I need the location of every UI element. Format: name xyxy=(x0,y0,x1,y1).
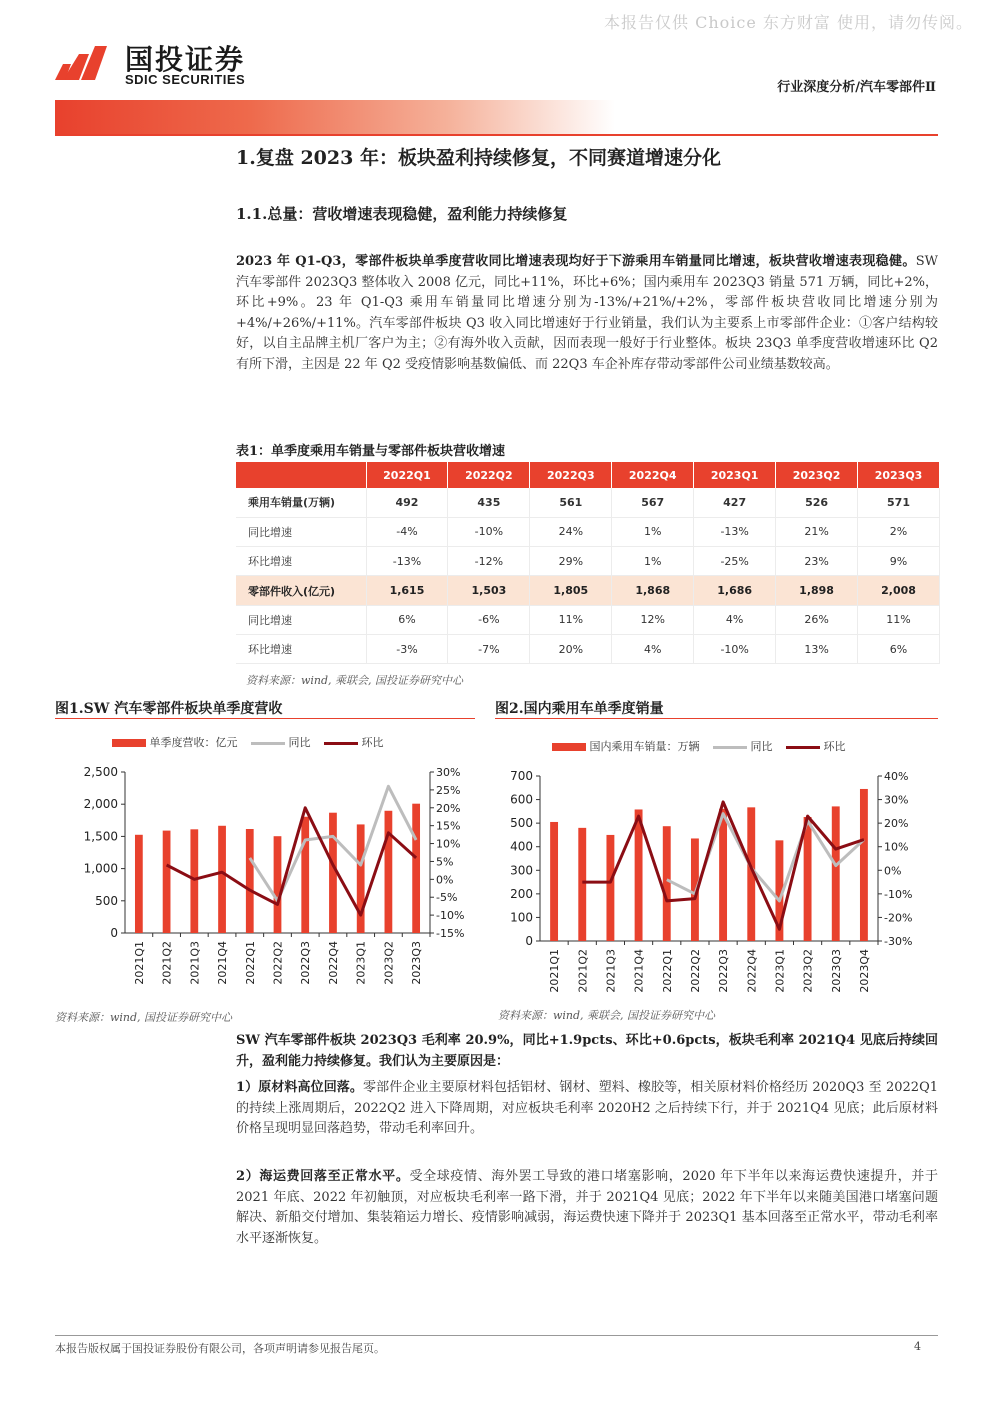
y-tick-label-right: -20% xyxy=(884,911,913,925)
page-number: 4 xyxy=(914,1340,921,1353)
sales-revenue-table xyxy=(236,462,940,664)
table-row xyxy=(236,634,940,663)
bar xyxy=(218,826,226,933)
figure-2-source: 资料来源：wind, 乘联会, 国投证券研究中心 xyxy=(498,1009,716,1022)
paragraph-4-body: 受全球疫情、海外罢工导致的港口堵塞影响，2020 年下半年以来海运费快速提升，并于 2021 年底、2022 年初触顶，对应板块毛利率一路下滑，并于 2021Q4 见底；2022 年下半年以来随美国港口堵塞问题解决、新船交付增加、集装箱运力增长、疫情影响减弱，海运费快速下降并于 2023Q1 基本回落至正常水平，带动毛利率水平逐渐恢复。 xyxy=(236,1169,939,1246)
table-row xyxy=(236,488,940,517)
table-header-cell: 2023Q3 xyxy=(858,462,940,488)
y-tick-label-left: 1,000 xyxy=(83,861,118,876)
figure-1-source: 资料来源：wind, 国投证券研究中心 xyxy=(55,1011,233,1024)
table-header-cell: 2023Q1 xyxy=(694,462,776,488)
figure-2-legend xyxy=(552,738,846,754)
y-tick-label-right: 15% xyxy=(436,819,461,833)
bar xyxy=(606,835,614,941)
table-cell: 492 xyxy=(366,488,448,517)
legend-bar-swatch xyxy=(552,743,586,751)
y-tick-label-left: 700 xyxy=(510,769,533,783)
table-cell: 1,686 xyxy=(694,576,776,605)
y-tick-label-right: -10% xyxy=(436,909,465,923)
y-tick-label-right: 30% xyxy=(436,766,461,779)
table-header-cell: 2022Q1 xyxy=(366,462,448,488)
paragraph-3 xyxy=(236,1078,938,1140)
sdic-logo-icon xyxy=(55,40,115,85)
footer-divider xyxy=(55,1335,938,1336)
legend-yoy-swatch xyxy=(251,742,285,745)
table-cell: 1,615 xyxy=(366,576,448,605)
figure-1-chart xyxy=(55,755,475,1005)
table-cell: 1,868 xyxy=(612,576,694,605)
table-cell: 435 xyxy=(448,488,530,517)
figure-2-rule xyxy=(495,718,938,719)
y-tick-label-left: 600 xyxy=(510,792,533,807)
bar xyxy=(385,811,393,933)
table-cell: 1% xyxy=(612,547,694,576)
x-tick-label: 2023Q1 xyxy=(773,949,787,993)
x-tick-label: 2021Q3 xyxy=(604,949,618,993)
table-row xyxy=(236,605,940,634)
y-tick-label-right: 30% xyxy=(884,793,909,807)
table-cell: -7% xyxy=(448,634,530,663)
table-row xyxy=(236,576,940,605)
table-cell: 1,805 xyxy=(530,576,612,605)
bar xyxy=(578,828,586,941)
x-tick-label: 2021Q3 xyxy=(188,941,202,985)
y-tick-label-left: 2,500 xyxy=(83,765,118,779)
y-tick-label-left: 0 xyxy=(110,926,118,940)
table-cell: 4% xyxy=(694,605,776,634)
legend-yoy-swatch xyxy=(713,746,747,749)
bar xyxy=(860,789,868,941)
table-cell: 21% xyxy=(776,517,858,546)
table-row xyxy=(236,517,940,546)
legend-label: 环比 xyxy=(361,736,384,749)
x-tick-label: 2022Q3 xyxy=(717,949,731,993)
table-cell: 1% xyxy=(612,517,694,546)
footer-disclaimer: 本报告版权属于国投证券股份有限公司，各项声明请参见报告尾页。 xyxy=(55,1342,385,1355)
x-tick-label: 2023Q2 xyxy=(801,949,815,993)
x-tick-label: 2023Q1 xyxy=(354,941,368,985)
x-tick-label: 2023Q4 xyxy=(857,949,871,993)
table-cell: 24% xyxy=(530,517,612,546)
table-cell: 427 xyxy=(694,488,776,517)
x-tick-label: 2022Q2 xyxy=(271,941,285,985)
y-tick-label-left: 500 xyxy=(95,893,118,908)
bar xyxy=(135,835,143,933)
bar xyxy=(412,804,420,933)
x-tick-label: 2022Q3 xyxy=(299,941,313,985)
paragraph-4-lead: 2）海运费回落至正常水平。 xyxy=(236,1169,410,1184)
bar xyxy=(550,822,558,941)
y-tick-label-left: 100 xyxy=(510,910,533,925)
bar xyxy=(190,829,198,933)
table-cell: -25% xyxy=(694,547,776,576)
bar xyxy=(719,809,727,941)
legend-label: 同比 xyxy=(288,736,311,749)
section-heading: 1.复盘 2023 年：板块盈利持续修复，不同赛道增速分化 xyxy=(236,147,721,169)
figure-2-title: 图2.国内乘用车单季度销量 xyxy=(495,701,664,717)
row-label: 环比增速 xyxy=(236,634,366,663)
qoq-line xyxy=(167,808,417,915)
bar xyxy=(357,824,365,933)
figure-1-title: 图1.SW 汽车零部件板块单季度营收 xyxy=(55,701,283,717)
watermark: 本报告仅供 Choice 东方财富 使用，请勿传阅。 xyxy=(604,13,973,32)
paragraph-3-lead: 1）原材料高位回落。 xyxy=(236,1080,363,1095)
paragraph-1-body: SW 汽车零部件 2023Q3 整体收入 2008 亿元，同比+11%，环比+6%；国内乘用车 2023Q3 销量 571 万辆，同比+2%，环比+9%。23 年 Q1-Q3 乘用车销量同比增速分别为-13%/+21%/+2%，零部件板块营收同比增速分别为+4%/+26%/+11%。汽车零部件板块 Q3 收入同比增速好于行业销量，我们认为主要系上市零部件企业：①客户结构较好，以自主品牌主机厂客户为主；②有海外收入贡献，因而表现一般好于行业整体。板块 23Q3 单季度营收增速环比 Q2 有所下滑，主因是 22 年 Q2 受疫情影响基数偏低、而 22Q3 车企补库存带动零部件公司业绩基数较高。 xyxy=(236,254,938,372)
table-cell: 9% xyxy=(858,547,940,576)
table-cell: 11% xyxy=(858,605,940,634)
table-header-cell: 2022Q3 xyxy=(530,462,612,488)
bar xyxy=(274,836,282,933)
table-cell: 20% xyxy=(530,634,612,663)
y-tick-label-left: 2,000 xyxy=(83,797,118,812)
x-tick-label: 2022Q2 xyxy=(688,949,702,993)
paragraph-1 xyxy=(236,252,938,376)
brand-name-en: SDIC SECURITIES xyxy=(125,72,246,87)
table-cell: -4% xyxy=(366,517,448,546)
table-cell: 2% xyxy=(858,517,940,546)
row-label: 零部件收入(亿元) xyxy=(236,576,366,605)
y-tick-label-right: -5% xyxy=(436,891,458,905)
legend-label: 同比 xyxy=(750,740,773,753)
table-cell: 571 xyxy=(858,488,940,517)
x-tick-label: 2021Q4 xyxy=(216,941,230,985)
table-cell: 1,898 xyxy=(776,576,858,605)
x-tick-label: 2022Q1 xyxy=(243,941,257,985)
bar xyxy=(635,809,643,941)
row-label: 环比增速 xyxy=(236,547,366,576)
bar xyxy=(163,831,171,933)
table-cell: -6% xyxy=(448,605,530,634)
y-tick-label-right: 20% xyxy=(436,801,461,815)
table-cell: 6% xyxy=(858,634,940,663)
table-cell: 26% xyxy=(776,605,858,634)
table-row xyxy=(236,547,940,576)
figure-1-legend xyxy=(112,734,384,750)
table-cell: 561 xyxy=(530,488,612,517)
y-tick-label-right: 5% xyxy=(436,855,454,869)
legend-label: 单季度营收：亿元 xyxy=(149,736,238,749)
y-tick-label-right: -15% xyxy=(436,927,465,940)
table-cell: -13% xyxy=(366,547,448,576)
table-header-cell: 2023Q2 xyxy=(776,462,858,488)
y-tick-label-left: 500 xyxy=(510,816,533,831)
table-corner-cell xyxy=(236,462,366,488)
table-cell: -12% xyxy=(448,547,530,576)
x-tick-label: 2021Q2 xyxy=(576,949,590,993)
paragraph-1-lead: 2023 年 Q1-Q3，零部件板块单季度营收同比增速表现均好于下游乘用车销量同比增速，板块营收增速表现稳健。 xyxy=(236,254,916,269)
table-title: 表1：单季度乘用车销量与零部件板块营收增速 xyxy=(236,444,506,459)
table-header-row xyxy=(236,462,940,488)
row-label: 同比增速 xyxy=(236,605,366,634)
x-tick-label: 2021Q1 xyxy=(132,941,146,985)
row-label: 乘用车销量(万辆) xyxy=(236,488,366,517)
table-cell: 12% xyxy=(612,605,694,634)
header-gradient-bar xyxy=(55,100,615,134)
x-tick-label: 2021Q1 xyxy=(548,949,562,993)
y-tick-label-right: 40% xyxy=(884,770,909,783)
document-category: 行业深度分析/汽车零部件Ⅱ xyxy=(777,80,936,95)
y-tick-label-right: 10% xyxy=(884,840,909,854)
legend-label: 环比 xyxy=(823,740,846,753)
table-cell: -10% xyxy=(448,517,530,546)
table-header-cell: 2022Q2 xyxy=(448,462,530,488)
bar xyxy=(804,817,812,941)
table-cell: -3% xyxy=(366,634,448,663)
paragraph-3-body: 零部件企业主要原材料包括铝材、钢材、塑料、橡胶等，相关原材料价格经历 2020Q3 至 2022Q1 的持续上涨周期后，2022Q2 进入下降周期，对应板块毛利率 2020H2 之后持续下行，并于 2021Q4 见底；此后原材料价格呈现明显回落趋势，带动毛利率回升。 xyxy=(236,1080,938,1137)
table-cell: 1,503 xyxy=(448,576,530,605)
figure-2-chart xyxy=(495,760,938,1005)
x-tick-label: 2022Q1 xyxy=(660,949,674,993)
y-tick-label-right: 10% xyxy=(436,837,461,851)
paragraph-2-body: SW 汽车零部件板块 2023Q3 毛利率 20.9%，同比+1.9pcts、环比+0.6pcts，板块毛利率 2021Q4 见底后持续回升，盈利能力持续修复。我们认为主要原因是： xyxy=(236,1033,938,1069)
y-tick-label-right: 20% xyxy=(884,817,909,831)
x-tick-label: 2022Q4 xyxy=(745,949,759,993)
table-cell: 29% xyxy=(530,547,612,576)
y-tick-label-left: 1,500 xyxy=(83,829,118,844)
bar xyxy=(301,817,309,933)
x-tick-label: 2023Q3 xyxy=(829,949,843,993)
table-cell: 11% xyxy=(530,605,612,634)
table-cell: 23% xyxy=(776,547,858,576)
y-tick-label-left: 300 xyxy=(510,863,533,878)
y-tick-label-left: 200 xyxy=(510,886,533,901)
table-source: 资料来源：wind, 乘联会, 国投证券研究中心 xyxy=(246,674,464,687)
x-tick-label: 2021Q2 xyxy=(160,941,174,985)
paragraph-4 xyxy=(236,1167,938,1249)
table-cell: 13% xyxy=(776,634,858,663)
y-tick-label-right: -30% xyxy=(884,935,913,948)
table-cell: 4% xyxy=(612,634,694,663)
x-tick-label: 2021Q4 xyxy=(632,949,646,993)
x-tick-label: 2023Q3 xyxy=(410,941,424,985)
header-divider xyxy=(55,134,938,136)
table-cell: -10% xyxy=(694,634,776,663)
brand-name-cn: 国投证券 xyxy=(125,43,246,76)
x-tick-label: 2022Q4 xyxy=(326,941,340,985)
x-tick-label: 2023Q2 xyxy=(382,941,396,985)
legend-label: 国内乘用车销量：万辆 xyxy=(589,740,700,753)
y-tick-label-right: -10% xyxy=(884,887,913,901)
y-tick-label-left: 0 xyxy=(525,934,533,948)
figure-1-rule xyxy=(55,718,475,719)
y-tick-label-right: 25% xyxy=(436,783,461,797)
bar xyxy=(663,826,671,941)
legend-qoq-swatch xyxy=(324,742,358,745)
table-header-cell: 2022Q4 xyxy=(612,462,694,488)
table-cell: 6% xyxy=(366,605,448,634)
y-tick-label-right: 0% xyxy=(436,873,454,887)
paragraph-2 xyxy=(236,1031,938,1072)
bar xyxy=(246,829,254,933)
y-tick-label-left: 400 xyxy=(510,839,533,854)
legend-qoq-swatch xyxy=(786,746,820,749)
bar xyxy=(832,806,840,941)
table-cell: -13% xyxy=(694,517,776,546)
subsection-heading: 1.1.总量：营收增速表现稳健，盈利能力持续修复 xyxy=(236,205,568,223)
table-cell: 567 xyxy=(612,488,694,517)
row-label: 同比增速 xyxy=(236,517,366,546)
table-cell: 526 xyxy=(776,488,858,517)
legend-bar-swatch xyxy=(112,739,146,747)
y-tick-label-right: 0% xyxy=(884,864,902,878)
table-cell: 2,008 xyxy=(858,576,940,605)
